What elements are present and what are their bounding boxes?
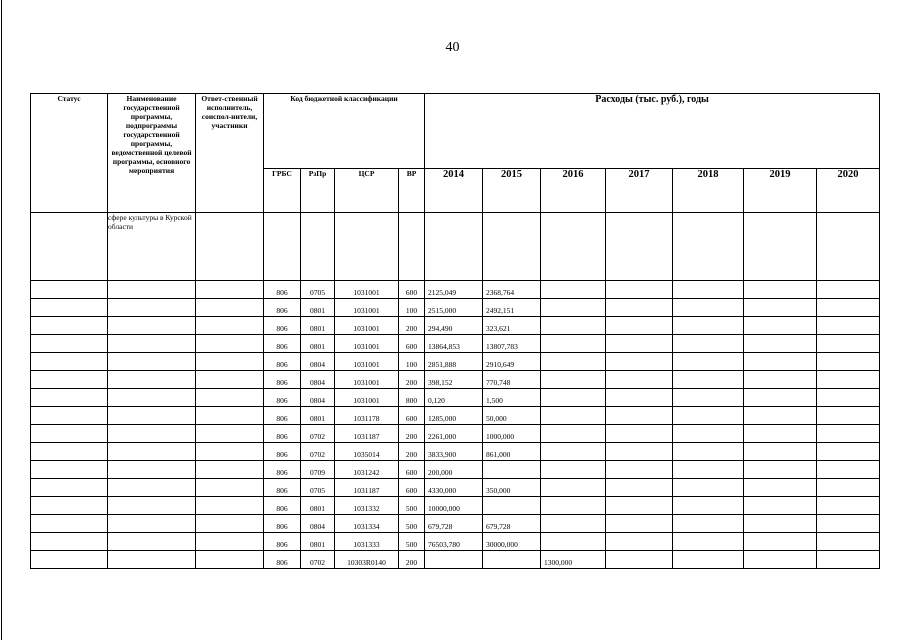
header-vr: ВР: [399, 169, 425, 213]
table-cell: [196, 515, 264, 533]
cell-rzpr: 0804: [301, 515, 335, 533]
cell-grbs: 806: [264, 443, 301, 461]
cell-y2016: [541, 389, 606, 407]
cell-rzpr: 0705: [301, 281, 335, 299]
table-row: [31, 407, 880, 425]
table-cell: [817, 551, 880, 569]
page-number: 40: [445, 40, 460, 55]
table-cell: [108, 407, 196, 425]
cell-y2014: 4330,000: [425, 479, 483, 497]
table-cell: [744, 213, 817, 281]
table-cell: [673, 533, 744, 551]
table-cell: [606, 479, 673, 497]
table-cell: [744, 353, 817, 371]
cell-vr: 100: [399, 299, 425, 317]
table-cell: [673, 317, 744, 335]
table-row: [31, 335, 880, 353]
table-cell: [606, 371, 673, 389]
table-cell: [606, 515, 673, 533]
table-cell: [196, 407, 264, 425]
cell-rzpr: 0801: [301, 407, 335, 425]
cell-y2015: 679,728: [483, 515, 541, 533]
cell-y2016: 1300,000: [541, 551, 606, 569]
cell-csr: 1031001: [335, 353, 399, 371]
table-cell: [817, 515, 880, 533]
cell-csr: 1031187: [335, 425, 399, 443]
table-cell: [31, 407, 108, 425]
budget-table: [30, 93, 880, 569]
cell-y2015: 50,000: [483, 407, 541, 425]
table-cell: [673, 353, 744, 371]
cell-y2014: 1285,000: [425, 407, 483, 425]
cell-csr: 1031332: [335, 497, 399, 515]
cell-y2016: [541, 335, 606, 353]
cell-y2014: 0,120: [425, 389, 483, 407]
table-cell: [606, 353, 673, 371]
table-row: [31, 299, 880, 317]
table-cell: [196, 461, 264, 479]
cell-grbs: 806: [264, 299, 301, 317]
table-cell: [108, 533, 196, 551]
cell-csr: 1031333: [335, 533, 399, 551]
cell-vr: 500: [399, 515, 425, 533]
cell-vr: 800: [399, 389, 425, 407]
cell-y2015: 861,000: [483, 443, 541, 461]
table-row: [31, 479, 880, 497]
cell-grbs: 806: [264, 317, 301, 335]
cell-y2016: [541, 317, 606, 335]
cell-csr: 1031001: [335, 389, 399, 407]
cell-csr: 1031178: [335, 407, 399, 425]
table-row: [31, 443, 880, 461]
cell-vr: 200: [399, 371, 425, 389]
table-row: [31, 533, 880, 551]
table-cell: [673, 407, 744, 425]
table-cell: [817, 335, 880, 353]
table-row: [31, 317, 880, 335]
table-cell: [108, 461, 196, 479]
table-cell: [744, 299, 817, 317]
cell-y2015: 2368,764: [483, 281, 541, 299]
table-cell: [744, 497, 817, 515]
table-cell: [744, 281, 817, 299]
table-cell: [31, 515, 108, 533]
table-cell: [196, 425, 264, 443]
cell-y2016: [541, 515, 606, 533]
cell-grbs: 806: [264, 335, 301, 353]
cell-rzpr: 0801: [301, 317, 335, 335]
cell-y2016: [541, 425, 606, 443]
table-cell: [196, 317, 264, 335]
cell-grbs: 806: [264, 551, 301, 569]
cell-csr: 1031001: [335, 281, 399, 299]
header-code-group: Код бюджетной классификации: [264, 94, 425, 169]
header-grbs: ГРБС: [264, 169, 301, 213]
cell-y2014: 3833,900: [425, 443, 483, 461]
cell-grbs: 806: [264, 461, 301, 479]
cell-csr: 10303R0140: [335, 551, 399, 569]
table-cell: [108, 515, 196, 533]
table-cell: [673, 371, 744, 389]
table-cell: [744, 389, 817, 407]
cell-vr: 200: [399, 551, 425, 569]
table-cell: [31, 551, 108, 569]
table-cell: [606, 551, 673, 569]
cell-y2015: 30000,000: [483, 533, 541, 551]
table-cell: [196, 299, 264, 317]
cell-y2014: 2515,000: [425, 299, 483, 317]
table-cell: [196, 551, 264, 569]
cell-y2016: [541, 353, 606, 371]
cell-y2014: 10000,000: [425, 497, 483, 515]
table-row: [31, 281, 880, 299]
cell-y2014: [425, 551, 483, 569]
header-year: 2014: [425, 169, 483, 213]
table-cell: [108, 389, 196, 407]
table-cell: [196, 213, 264, 281]
cell-grbs: 806: [264, 533, 301, 551]
table-cell: [31, 479, 108, 497]
cell-rzpr: 0702: [301, 425, 335, 443]
cell-y2015: 13807,783: [483, 335, 541, 353]
header-expenses: Расходы (тыс. руб.), годы: [425, 94, 880, 169]
table-cell: [31, 335, 108, 353]
table-cell: [606, 317, 673, 335]
table-cell: [817, 389, 880, 407]
cell-vr: 200: [399, 443, 425, 461]
cell-grbs: 806: [264, 281, 301, 299]
cell-y2015: [483, 461, 541, 479]
cell-grbs: 806: [264, 497, 301, 515]
header-year: 2015: [483, 169, 541, 213]
cell-y2014: 679,728: [425, 515, 483, 533]
table-cell: [301, 213, 335, 281]
cell-y2015: [483, 551, 541, 569]
table-cell: [108, 353, 196, 371]
table-cell: [744, 335, 817, 353]
cell-grbs: 806: [264, 371, 301, 389]
table-cell: [108, 281, 196, 299]
table-cell: [31, 317, 108, 335]
table-cell: [817, 443, 880, 461]
table-cell: [606, 389, 673, 407]
table-cell: [817, 281, 880, 299]
cell-rzpr: 0801: [301, 299, 335, 317]
table-cell: [196, 443, 264, 461]
table-cell: [673, 281, 744, 299]
cell-y2015: 2910,649: [483, 353, 541, 371]
cell-csr: 1031001: [335, 335, 399, 353]
table-cell: [108, 335, 196, 353]
table-cell: [817, 425, 880, 443]
left-edge-line: [1, 0, 2, 640]
table-cell: [817, 533, 880, 551]
cell-csr: 1031001: [335, 371, 399, 389]
table-cell: [673, 335, 744, 353]
table-cell: [31, 389, 108, 407]
table-cell: [673, 299, 744, 317]
table-row: [31, 389, 880, 407]
header-year: 2019: [744, 169, 817, 213]
cell-y2016: [541, 497, 606, 515]
table-cell: [31, 425, 108, 443]
table-cell: [744, 407, 817, 425]
table-cell: [196, 335, 264, 353]
table-cell: [606, 213, 673, 281]
cell-grbs: 806: [264, 389, 301, 407]
table-cell: [606, 443, 673, 461]
table-cell: [108, 299, 196, 317]
cell-vr: 600: [399, 335, 425, 353]
cell-y2014: 2125,049: [425, 281, 483, 299]
table-cell: [196, 389, 264, 407]
table-cell: [606, 407, 673, 425]
table-cell: [673, 497, 744, 515]
header-year: 2016: [541, 169, 606, 213]
table-cell: [817, 213, 880, 281]
cell-grbs: 806: [264, 479, 301, 497]
table-cell: [31, 443, 108, 461]
header-executor: Ответ-ственный исполнитель, соиспол-нители, участники: [196, 94, 264, 213]
cell-y2016: [541, 299, 606, 317]
table-cell: [196, 353, 264, 371]
cell-rzpr: 0702: [301, 551, 335, 569]
table-cell: [744, 317, 817, 335]
table-cell: [108, 497, 196, 515]
cell-vr: 600: [399, 479, 425, 497]
cell-grbs: 806: [264, 353, 301, 371]
table-row: [31, 515, 880, 533]
cell-y2015: 1000,000: [483, 425, 541, 443]
cell-y2016: [541, 479, 606, 497]
table-cell: [31, 497, 108, 515]
cell-rzpr: 0804: [301, 353, 335, 371]
cell-y2014: 200,000: [425, 461, 483, 479]
table-cell: [744, 443, 817, 461]
table-cell: [335, 213, 399, 281]
cell-vr: 500: [399, 497, 425, 515]
cell-y2016: [541, 533, 606, 551]
table-cell: [673, 425, 744, 443]
table-cell: [108, 443, 196, 461]
cell-y2015: 1,500: [483, 389, 541, 407]
table-cell: [606, 461, 673, 479]
table-cell: [606, 497, 673, 515]
cell-rzpr: 0801: [301, 533, 335, 551]
cell-rzpr: 0705: [301, 479, 335, 497]
cell-rzpr: 0702: [301, 443, 335, 461]
table-cell: [196, 371, 264, 389]
cell-vr: 200: [399, 317, 425, 335]
cell-y2016: [541, 443, 606, 461]
table-cell: [673, 479, 744, 497]
table-cell: [31, 461, 108, 479]
cell-y2016: [541, 461, 606, 479]
header-rzpr: РзПр: [301, 169, 335, 213]
table-cell: [673, 213, 744, 281]
cell-csr: 1031001: [335, 317, 399, 335]
table-cell: [196, 479, 264, 497]
table-cell: [673, 551, 744, 569]
cell-y2015: [483, 497, 541, 515]
cell-y2014: 294,490: [425, 317, 483, 335]
header-name: Наименование государственной программы, подпрограммы государственной программы, ведомственной целевой программы, основного мероприятия: [108, 94, 196, 213]
table-cell: [744, 515, 817, 533]
cell-vr: 600: [399, 281, 425, 299]
cell-y2015: 2492,151: [483, 299, 541, 317]
cell-rzpr: 0709: [301, 461, 335, 479]
cell-rzpr: 0801: [301, 497, 335, 515]
table-cell: [817, 371, 880, 389]
table-cell: [108, 371, 196, 389]
cell-y2014: 76503,780: [425, 533, 483, 551]
cell-y2014: 2261,000: [425, 425, 483, 443]
table-row: [31, 497, 880, 515]
cell-y2014: 2851,888: [425, 353, 483, 371]
table-cell: [196, 497, 264, 515]
table-cell: [31, 533, 108, 551]
cell-csr: 1031187: [335, 479, 399, 497]
cell-vr: 600: [399, 407, 425, 425]
table-row: [31, 551, 880, 569]
continuation-text: сфере культуры в Курской области: [108, 213, 196, 281]
cell-y2015: 323,621: [483, 317, 541, 335]
cell-vr: 100: [399, 353, 425, 371]
table-cell: [673, 389, 744, 407]
table-cell: [817, 299, 880, 317]
header-year: 2017: [606, 169, 673, 213]
table-cell: [399, 213, 425, 281]
cell-vr: 600: [399, 461, 425, 479]
cell-y2015: 350,000: [483, 479, 541, 497]
table-cell: [744, 461, 817, 479]
cell-rzpr: 0801: [301, 335, 335, 353]
table-cell: [817, 497, 880, 515]
table-cell: [31, 281, 108, 299]
table-cell: [744, 371, 817, 389]
table-cell: [744, 425, 817, 443]
table-cell: [31, 213, 108, 281]
table-cell: [673, 515, 744, 533]
table-cell: [541, 213, 606, 281]
table-row: [31, 353, 880, 371]
table-cell: [606, 281, 673, 299]
table-cell: [817, 353, 880, 371]
cell-csr: 1031242: [335, 461, 399, 479]
table-cell: [264, 213, 301, 281]
table-cell: [196, 533, 264, 551]
table-cell: [817, 407, 880, 425]
continuation-row: [31, 213, 880, 281]
table-cell: [673, 461, 744, 479]
cell-grbs: 806: [264, 425, 301, 443]
table-cell: [108, 479, 196, 497]
table-cell: [744, 479, 817, 497]
table-cell: [744, 533, 817, 551]
cell-y2016: [541, 407, 606, 425]
table-cell: [108, 425, 196, 443]
cell-csr: 1035014: [335, 443, 399, 461]
header-year: 2018: [673, 169, 744, 213]
cell-rzpr: 0804: [301, 389, 335, 407]
cell-vr: 200: [399, 425, 425, 443]
cell-rzpr: 0804: [301, 371, 335, 389]
cell-y2016: [541, 281, 606, 299]
cell-grbs: 806: [264, 407, 301, 425]
header-row-1: [31, 94, 880, 169]
table-cell: [196, 281, 264, 299]
cell-csr: 1031001: [335, 299, 399, 317]
cell-y2016: [541, 371, 606, 389]
cell-grbs: 806: [264, 515, 301, 533]
table-cell: [817, 461, 880, 479]
table-cell: [425, 213, 483, 281]
table-cell: [108, 551, 196, 569]
table-cell: [606, 335, 673, 353]
cell-vr: 500: [399, 533, 425, 551]
table-row: [31, 371, 880, 389]
header-status: Статус: [31, 94, 108, 213]
cell-csr: 1031334: [335, 515, 399, 533]
table-row: [31, 425, 880, 443]
table-cell: [606, 299, 673, 317]
cell-y2015: 770,748: [483, 371, 541, 389]
table-cell: [31, 353, 108, 371]
table-cell: [31, 371, 108, 389]
cell-y2014: 398,152: [425, 371, 483, 389]
cell-y2014: 13864,853: [425, 335, 483, 353]
table-cell: [817, 479, 880, 497]
table-cell: [606, 425, 673, 443]
table-cell: [744, 551, 817, 569]
table-cell: [31, 299, 108, 317]
table-cell: [817, 317, 880, 335]
table-cell: [483, 213, 541, 281]
header-year: 2020: [817, 169, 880, 213]
header-csr: ЦСР: [335, 169, 399, 213]
table-cell: [606, 533, 673, 551]
table-cell: [108, 317, 196, 335]
table-row: [31, 461, 880, 479]
table-cell: [673, 443, 744, 461]
